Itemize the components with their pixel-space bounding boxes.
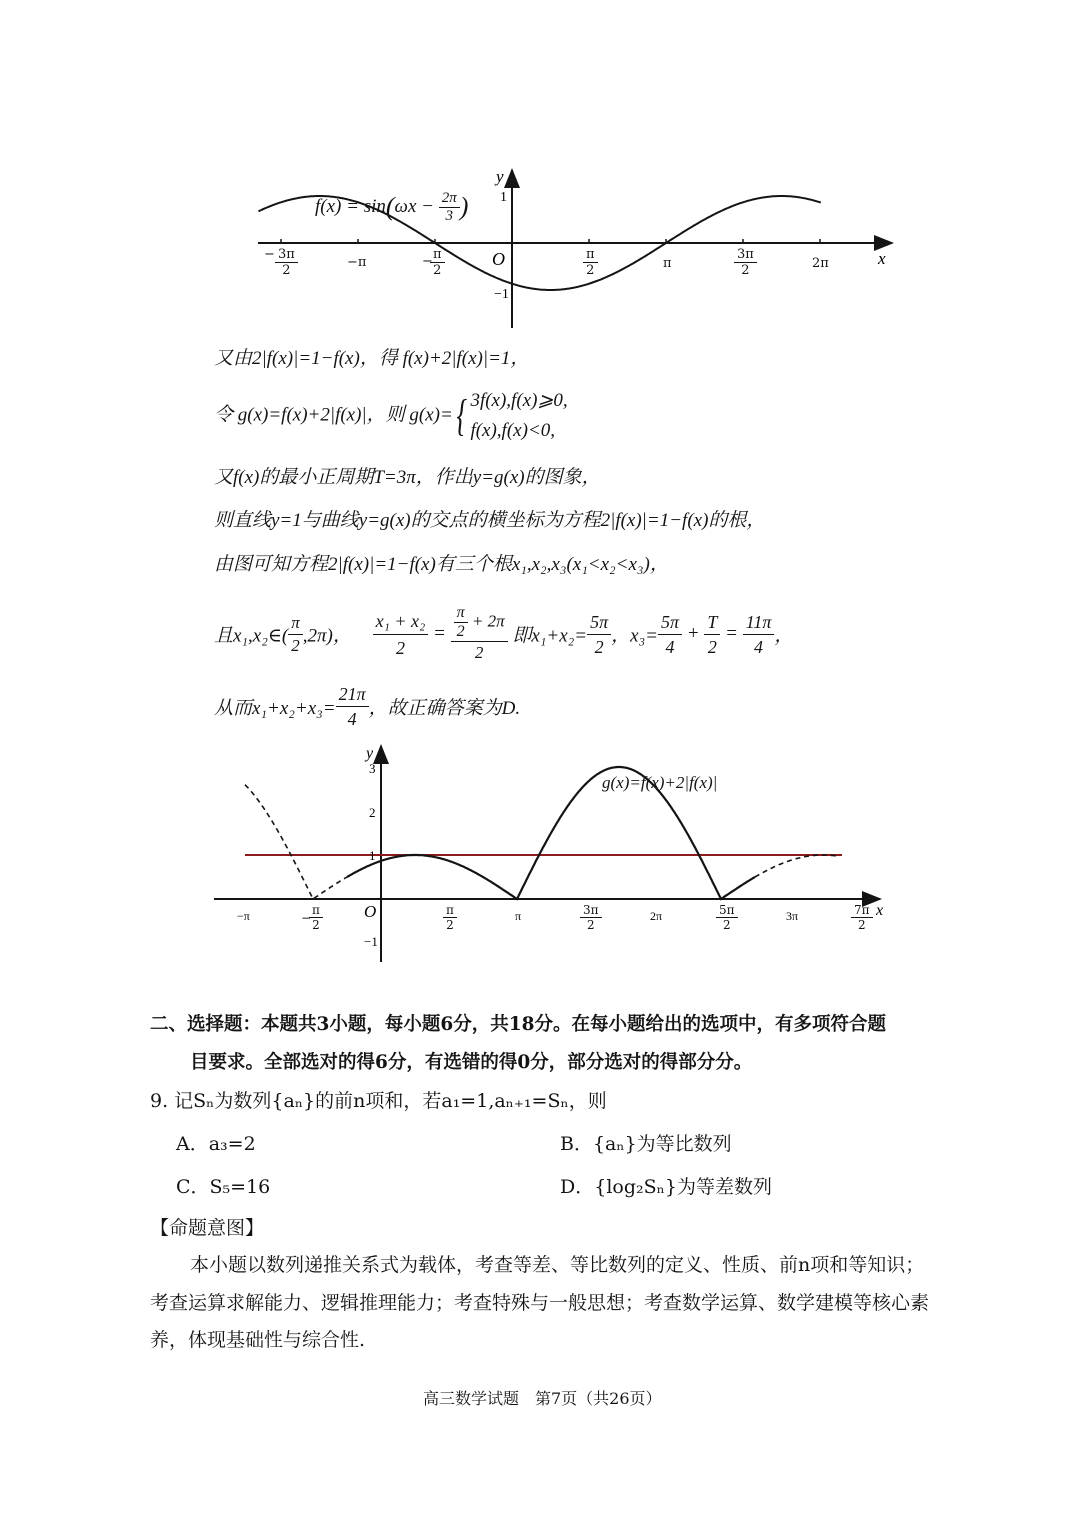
solution-line-3: 又f(x)的最小正周期T=3π，作出y=g(x)的图象， bbox=[214, 467, 601, 488]
graph-g bbox=[0, 740, 1080, 970]
g-curve-dashed-left bbox=[245, 785, 347, 899]
x-tick-label: $\frac{7\pi}{2}$ bbox=[851, 903, 873, 932]
graph1-formula: f(x) = sin(ωx − $\frac{2\pi}{3}$ ) bbox=[315, 190, 469, 224]
graph-f bbox=[0, 0, 1080, 340]
y-tick-1: 1 bbox=[500, 190, 507, 205]
g-curve-dashed-right bbox=[755, 855, 837, 877]
x-tick-label: $\frac{\pi}{2}$ bbox=[430, 247, 445, 278]
y-axis-label: y bbox=[496, 167, 504, 186]
x-axis-label: x bbox=[876, 902, 884, 919]
x-tick-label: $\frac{3\pi}{2}$ bbox=[275, 247, 298, 278]
x-tick-label: $\frac{5\pi}{2}$ bbox=[716, 903, 738, 932]
solution-line-2: 令 g(x)=f(x)+2|f(x)|，则 g(x)={ 3f(x),f(x)⩾0, f(x),f(x)<0, bbox=[214, 390, 568, 441]
x-tick-label: 2π bbox=[812, 256, 829, 271]
section-heading-line-1: 二、选择题：本题共3小题，每小题6分，共18分。在每小题给出的选项中，有多项符合题 bbox=[150, 1014, 886, 1035]
x-tick-label: $\frac{3\pi}{2}$ bbox=[580, 903, 602, 932]
page-footer: 高三数学试题 第7页（共26页） bbox=[423, 1389, 662, 1408]
x-tick-neg3pi2: − bbox=[264, 247, 275, 262]
y-tick-neg1: −1 bbox=[364, 934, 378, 949]
solution-line-1: 又由2|f(x)|=1−f(x)，得 f(x)+2|f(x)|=1， bbox=[214, 348, 530, 369]
x-tick-label: $\frac{\pi}{2}$ bbox=[443, 903, 457, 932]
x-tick-label: − bbox=[301, 911, 312, 925]
x-tick-3pi: 3π bbox=[786, 909, 799, 923]
option-b[interactable]: B．{aₙ}为等比数列 bbox=[560, 1133, 732, 1155]
y-axis-label: y bbox=[366, 745, 374, 762]
solution-line-6: 且x₁,x₂∈( $\frac{\pi}{2}$ ,2π)， $\frac{\text{x₁ + x₂}}{2}$ = $\frac{\pi}{2}$ + 2π 2 即x₁+x₂= $\frac{5\pi}{2}$ ，x₃= $\frac{5\pi}{4}$ + $\frac{T}{2}$ = $\frac{11\pi}{4}$ ， bbox=[214, 604, 794, 662]
intent-paragraph-3: 养，体现基础性与综合性. bbox=[150, 1329, 366, 1351]
origin-label: O bbox=[492, 249, 505, 269]
x-tick-label: −π bbox=[347, 255, 367, 270]
y-tick-2: 2 bbox=[369, 805, 376, 820]
graph2-formula: g(x)=f(x)+2|f(x)| bbox=[602, 773, 718, 792]
x-tick-2pi: 2π bbox=[650, 909, 663, 923]
option-d[interactable]: D．{log₂Sₙ}为等差数列 bbox=[560, 1176, 772, 1198]
solution-line-4: 则直线y=1与曲线y=g(x)的交点的横坐标为方程2|f(x)|=1−f(x)的根， bbox=[214, 510, 766, 531]
section-heading-line-2: 目要求。全部选对的得6分，有选错的得0分，部分选对的得部分分。 bbox=[190, 1052, 753, 1073]
question-9-stem: 9. 记Sₙ为数列{aₙ}的前n项和，若a₁=1,aₙ₊₁=Sₙ，则 bbox=[150, 1090, 607, 1112]
solution-line-5: 由图可知方程2|f(x)|=1−f(x)有三个根x₁,x₂,x₃(x₁<x₂<x₃)， bbox=[214, 554, 669, 575]
x-tick-label: − bbox=[422, 254, 433, 269]
y-tick-1: 1 bbox=[369, 848, 376, 863]
y-tick-neg1: −1 bbox=[494, 287, 509, 302]
origin-label: O bbox=[364, 902, 377, 921]
x-tick-neg-pi: −π bbox=[237, 909, 250, 923]
option-a[interactable]: A．a₃=2 bbox=[176, 1133, 256, 1155]
y-tick-3: 3 bbox=[369, 761, 376, 776]
option-c[interactable]: C．S₅=16 bbox=[176, 1176, 271, 1198]
x-tick-label: π bbox=[663, 256, 672, 271]
x-tick-label: $\frac{3\pi}{2}$ bbox=[734, 247, 757, 278]
x-axis-label: x bbox=[878, 249, 886, 268]
x-tick-pi: π bbox=[515, 909, 522, 923]
x-tick-label: $\frac{\pi}{2}$ bbox=[583, 247, 598, 278]
solution-line-7: 从而x₁+x₂+x₃= $\frac{21\pi}{4}$ ，故正确答案为D. bbox=[214, 684, 521, 729]
x-tick-label: $\frac{\pi}{2}$ bbox=[309, 903, 323, 932]
intent-paragraph-2: 考查运算求解能力、逻辑推理能力；考查特殊与一般思想；考查数学运算、数学建模等核心素 bbox=[150, 1292, 930, 1314]
intent-paragraph-1: 本小题以数列递推关系式为载体，考查等差、等比数列的定义、性质、前n项和等知识； bbox=[190, 1254, 925, 1276]
intent-title: 【命题意图】 bbox=[150, 1217, 265, 1239]
